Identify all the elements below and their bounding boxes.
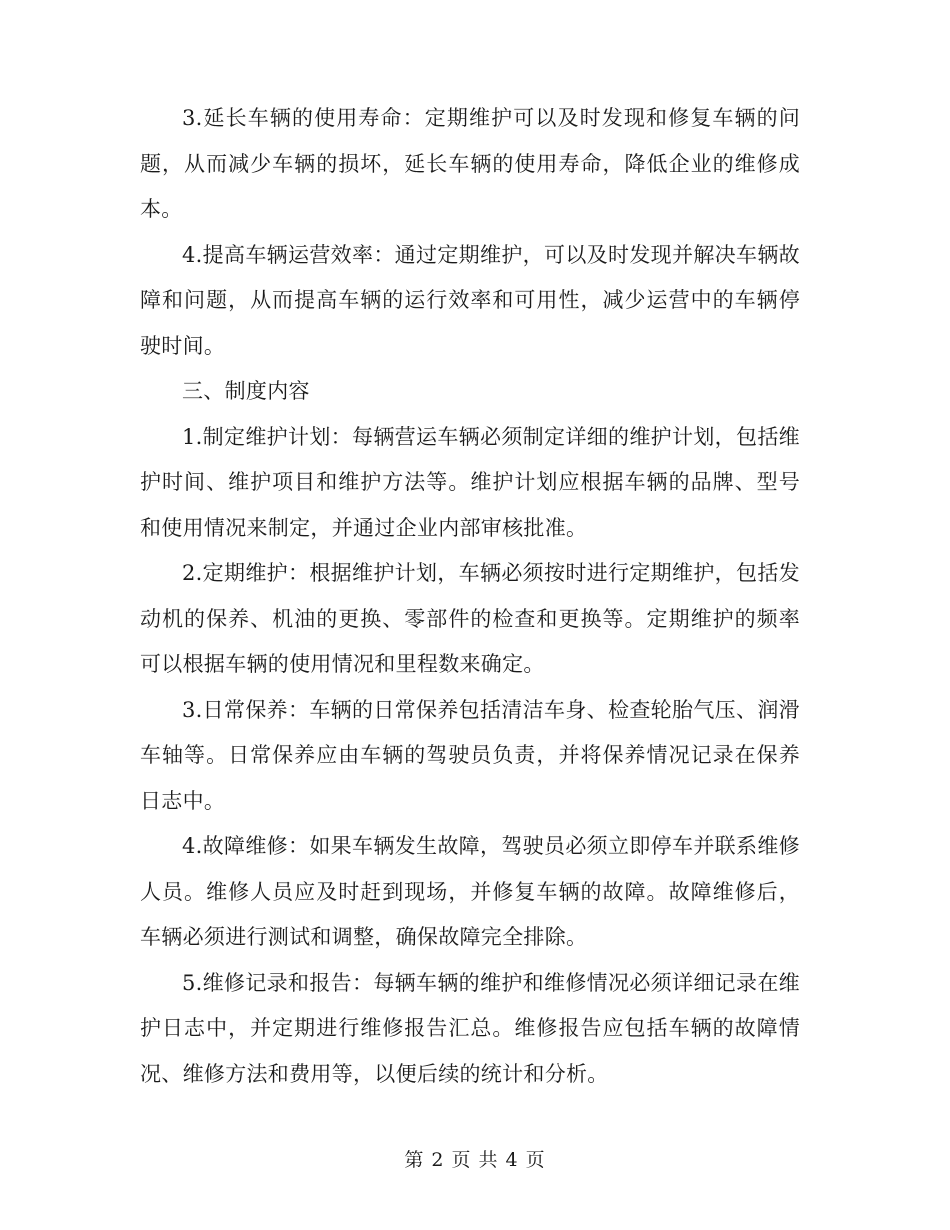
paragraph-fault-repair: 4.故障维修：如果车辆发生故障，驾驶员必须立即停车并联系维修人员。维修人员应及时赶到现场，并修复车辆的故障。故障维修后，车辆必须进行测试和调整，确保故障完全排除。: [140, 834, 800, 949]
paragraph-extend-vehicle-life: 3.延长车辆的使用寿命：定期维护可以及时发现和修复车辆的问题，从而减少车辆的损坏，延长车辆的使用寿命，降低企业的维修成本。: [140, 106, 800, 221]
paragraph-daily-upkeep: 3.日常保养：车辆的日常保养包括清洁车身、检查轮胎气压、润滑车轴等。日常保养应由车辆的驾驶员负责，并将保养情况记录在保养日志中。: [140, 697, 800, 813]
document-body: [140, 96, 800, 1097]
paragraph-periodic-maintenance: 2.定期维护：根据维护计划，车辆必须按时进行定期维护，包括发动机的保养、机油的更换、零部件的检查和更换等。定期维护的频率可以根据车辆的使用情况和里程数来确定。: [140, 561, 800, 676]
paragraph-maintenance-plan: 1.制定维护计划：每辆营运车辆必须制定详细的维护计划，包括维护时间、维护项目和维护方法等。维护计划应根据车辆的品牌、型号和使用情况来制定，并通过企业内部审核批准。: [140, 424, 800, 540]
paragraph-improve-efficiency: 4.提高车辆运营效率：通过定期维护，可以及时发现并解决车辆故障和问题，从而提高车辆的运行效率和可用性，减少运营中的车辆停驶时间。: [140, 242, 800, 358]
page-number-footer: 第 2 页 共 4 页: [404, 1149, 546, 1171]
paragraph-repair-records: 5.维修记录和报告：每辆车辆的维护和维修情况必须详细记录在维护日志中，并定期进行维修报告汇总。维修报告应包括车辆的故障情况、维修方法和费用等，以便后续的统计和分析。: [140, 970, 800, 1086]
section-heading-system-content: 三、制度内容: [182, 379, 310, 403]
